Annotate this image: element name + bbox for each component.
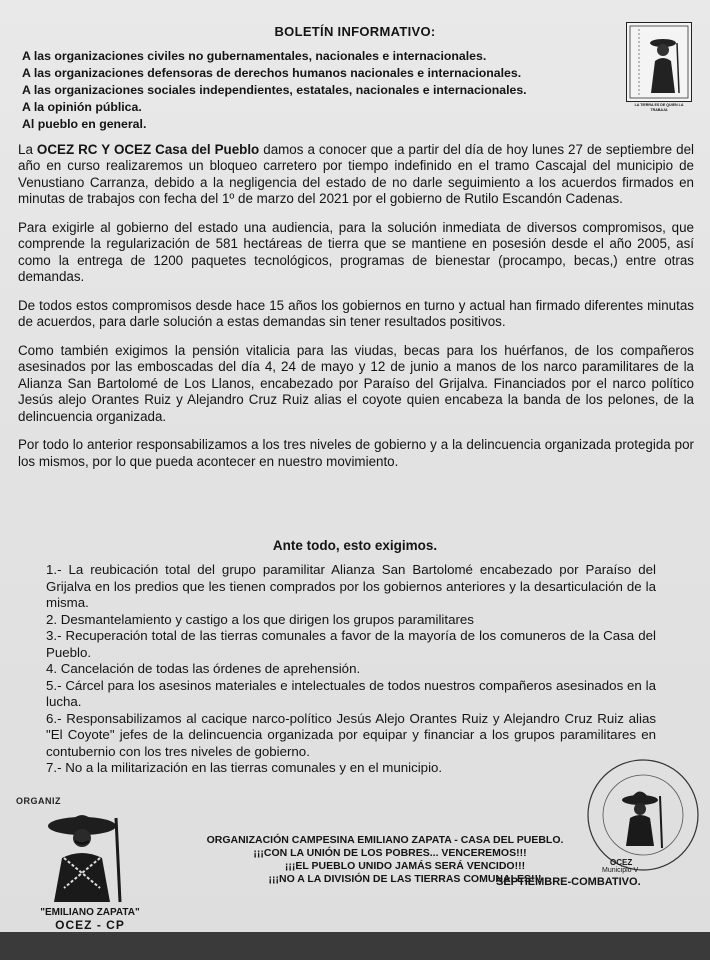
demand-item: 4. Cancelación de todas las órdenes de aprehensión. — [46, 661, 361, 676]
zapata-portrait-icon — [627, 23, 691, 101]
bulletin-body — [18, 142, 694, 470]
round-seal-right — [584, 756, 702, 874]
zapata-figure-icon — [32, 808, 132, 904]
caption-org: OCEZ - CP — [55, 918, 125, 932]
zapata-left-caption — [20, 906, 160, 932]
paragraph-pension: Como también exigimos la pensión vitalicia para las viudas, becas para los huérfanos, de los compañeros asesinados por las emboscadas del día 4, 24 de mayo y 12 de junio a manos de los narco paramilitares de la Alianza San Bartolomé de Los Llanos, encabezado por Paraíso del Grijalva. Financiados por el narco político Jesús alejo Orantes Ruiz y Alejandro Cruz Ruiz alias el coyote quien encabeza la banda de los pelones, de la delincuencia organizada. — [18, 342, 694, 424]
addressee-list — [22, 48, 602, 133]
stamp-overlay-text: ORGANIZ — [16, 796, 61, 806]
zapata-seal-top — [626, 22, 692, 112]
seal-right-label: OCEZ — [610, 858, 633, 867]
caption-name: "EMILIANO ZAPATA" — [40, 907, 140, 918]
demand-item: 1.- La reubicación total del grupo paramilitar Alianza San Bartolomé encabezado por Paraíso del Grijalva en los predios que les tienen comprados por los gobiernos anteriores y la desarticulación de la misma. — [46, 562, 656, 610]
addressee-item: A las organizaciones sociales independientes, estatales, nacionales e internacionales. — [22, 83, 527, 97]
addressee-item: Al pueblo en general. — [22, 117, 147, 131]
page-bottom-edge — [0, 932, 710, 960]
organization-name: OCEZ RC Y OCEZ Casa del Pueblo — [36, 142, 260, 157]
footer-org-name: ORGANIZACIÓN CAMPESINA EMILIANO ZAPATA - CASA DEL PUEBLO. — [206, 834, 564, 846]
paragraph-announcement — [18, 142, 694, 208]
demand-item: 5.- Cárcel para los asesinos materiales e intelectuales de todos nuestros compañeros asesinados en la lucha. — [46, 677, 656, 709]
seal-caption: LA TIERRA ES DE QUIEN LA TRABAJA — [634, 103, 684, 112]
paragraph-prefix: La — [18, 142, 37, 157]
demand-item: 3.- Recuperación total de las tierras comunales a favor de la mayoría de los comuneros de la Casa del Pueblo. — [46, 628, 656, 660]
date-line: SEPTIEMBRE-COMBATIVO. — [496, 876, 641, 888]
paragraph-responsibility: Por todo lo anterior responsabilizamos a los tres niveles de gobierno y a la delincuencia organizada protegida por los mismos, por lo que pueda acontecer en nuestro movimiento. — [18, 437, 694, 469]
footer-slogan: ¡¡¡CON LA UNIÓN DE LOS POBRES... VENCEREMOS!!! — [253, 847, 527, 859]
addressee-item: A la opinión pública. — [22, 100, 142, 114]
demands-title: Ante todo, esto exigimos. — [272, 538, 438, 553]
footer-slogan: ¡¡¡EL PUEBLO UNIDO JAMÁS SERÁ VENCIDO!!! — [284, 860, 526, 872]
demand-item: 7.- No a la militarización en las tierras comunales y en el municipio. — [46, 760, 443, 775]
zapata-figure-left — [32, 808, 132, 904]
demand-item: 6.- Responsabilizamos al cacique narco-político Jesús Alejo Orantes Ruiz y Alejandro Cruz Ruiz alias "El Coyote" jefes de la delincuencia organizada por equipar y financiar a los grupos paramilitares en contubernio con los tres niveles de gobierno. — [46, 710, 656, 759]
demands-list — [46, 562, 656, 777]
seal-stamp-icon — [584, 756, 702, 874]
addressee-item: A las organizaciones civiles no gubernamentales, nacionales e internacionales. — [22, 49, 487, 63]
paragraph-demands-intro: Para exigirle al gobierno del estado una audiencia, para la solución inmediata de diversos compromisos, que comprende la regularización de 581 hectáreas de tierra que se mantiene en posesión desde el año 2005, así como la entrega de 1200 paquetes tecnológicos, programas de bienestar (procampo, becas,) entre otras demandas. — [18, 219, 694, 285]
demand-item: 2. Desmantelamiento y castigo a los que dirigen los grupos paramilitares — [46, 611, 474, 627]
addressee-item: A las organizaciones defensoras de derechos humanos nacionales e internacionales. — [22, 66, 522, 80]
bulletin-title: BOLETÍN INFORMATIVO: — [274, 24, 436, 39]
seal-right-sub: Municipio V — [602, 867, 639, 874]
paragraph-commitments: De todos estos compromisos desde hace 15 años los gobiernos en turno y actual han firmado diferentes minutas de acuerdos, para darle solución a estas demandas sin tener resultados positivos. — [18, 297, 694, 330]
paragraph-text: damos a conocer que a partir del día de hoy lunes 27 de septiembre del año en curso realizaremos un bloqueo carretero por tiempo indefinido en el tramo Cascajal del municipio de Venustiano Carranza, debido a la negligencia del estado de no darle seguimiento a los acuerdos firmados en minutas de trabajos con fecha del 1º de marzo del 2021 por el gobierno de Rutilo Escandón Cadenas. — [18, 142, 694, 207]
footer-slogan: ¡¡¡NO A LA DIVISIÓN DE LAS TIERRAS COMUNALES!!! — [268, 873, 542, 885]
